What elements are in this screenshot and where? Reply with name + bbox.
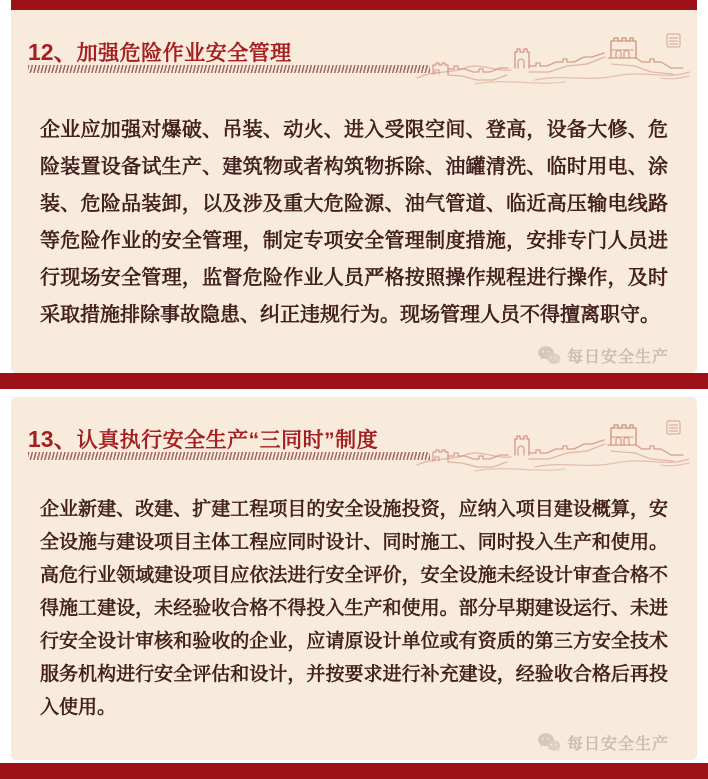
wechat-icon bbox=[537, 732, 561, 753]
watermark bbox=[537, 730, 669, 754]
section-number: 12、 bbox=[28, 39, 77, 65]
section-title bbox=[28, 421, 378, 454]
hatch-underline bbox=[28, 65, 430, 73]
section-title-text: 认真执行安全生产“三同时”制度 bbox=[76, 429, 379, 452]
watermark-label: 每日安全生产 bbox=[566, 348, 669, 366]
wechat-icon bbox=[537, 345, 561, 366]
section-body: 企业新建、改建、扩建工程项目的安全设施投资，应纳入项目建设概算，安全设施与建设项目主体工程应同时设计、同时施工、同时投入生产和使用。高危行业领域建设项目应依法进行安全评价，安全设施未经设计审查合格不得施工建设，未经验收合格不得投入生产和使用。部分早期建设运行、未进行安全设计审核和验收的企业，应请原设计单位或有资质的第三方安全技术服务机构进行安全评估和设计，并按要求进行补充建设，经验收合格后再投入使用。 bbox=[40, 499, 668, 718]
middle-divider-bar bbox=[0, 373, 708, 389]
bottom-divider-bar bbox=[0, 763, 708, 779]
section-body: 企业应加强对爆破、吊装、动火、进入受限空间、登高，设备大修、危险装置设备试生产、建筑物或者构筑物拆除、油罐清洗、临时用电、涂装、危险品装卸，以及涉及重大危险源、油气管道、临近高压输电线路等危险作业的安全管理，制定专项安全管理制度措施，安排专门人员进行现场安全管理，监督危险作业人员严格按照操作规程进行操作，及时采取措施排除事故隐患、纠正违规行为。现场管理人员不得擅离职守。 bbox=[40, 119, 668, 326]
watermark bbox=[537, 343, 669, 367]
section-title bbox=[28, 34, 292, 67]
seal-stamp bbox=[667, 421, 680, 434]
hatch-underline bbox=[28, 452, 430, 460]
great-wall-illustration bbox=[415, 415, 691, 477]
seal-stamp bbox=[667, 34, 680, 47]
section-card-13 bbox=[11, 397, 697, 760]
section-card-12 bbox=[11, 10, 697, 373]
section-title-text: 加强危险作业安全管理 bbox=[76, 42, 292, 65]
section-number: 13、 bbox=[28, 426, 77, 452]
great-wall-illustration bbox=[415, 28, 691, 90]
watermark-label: 每日安全生产 bbox=[566, 735, 669, 753]
top-divider-bar bbox=[11, 0, 697, 10]
